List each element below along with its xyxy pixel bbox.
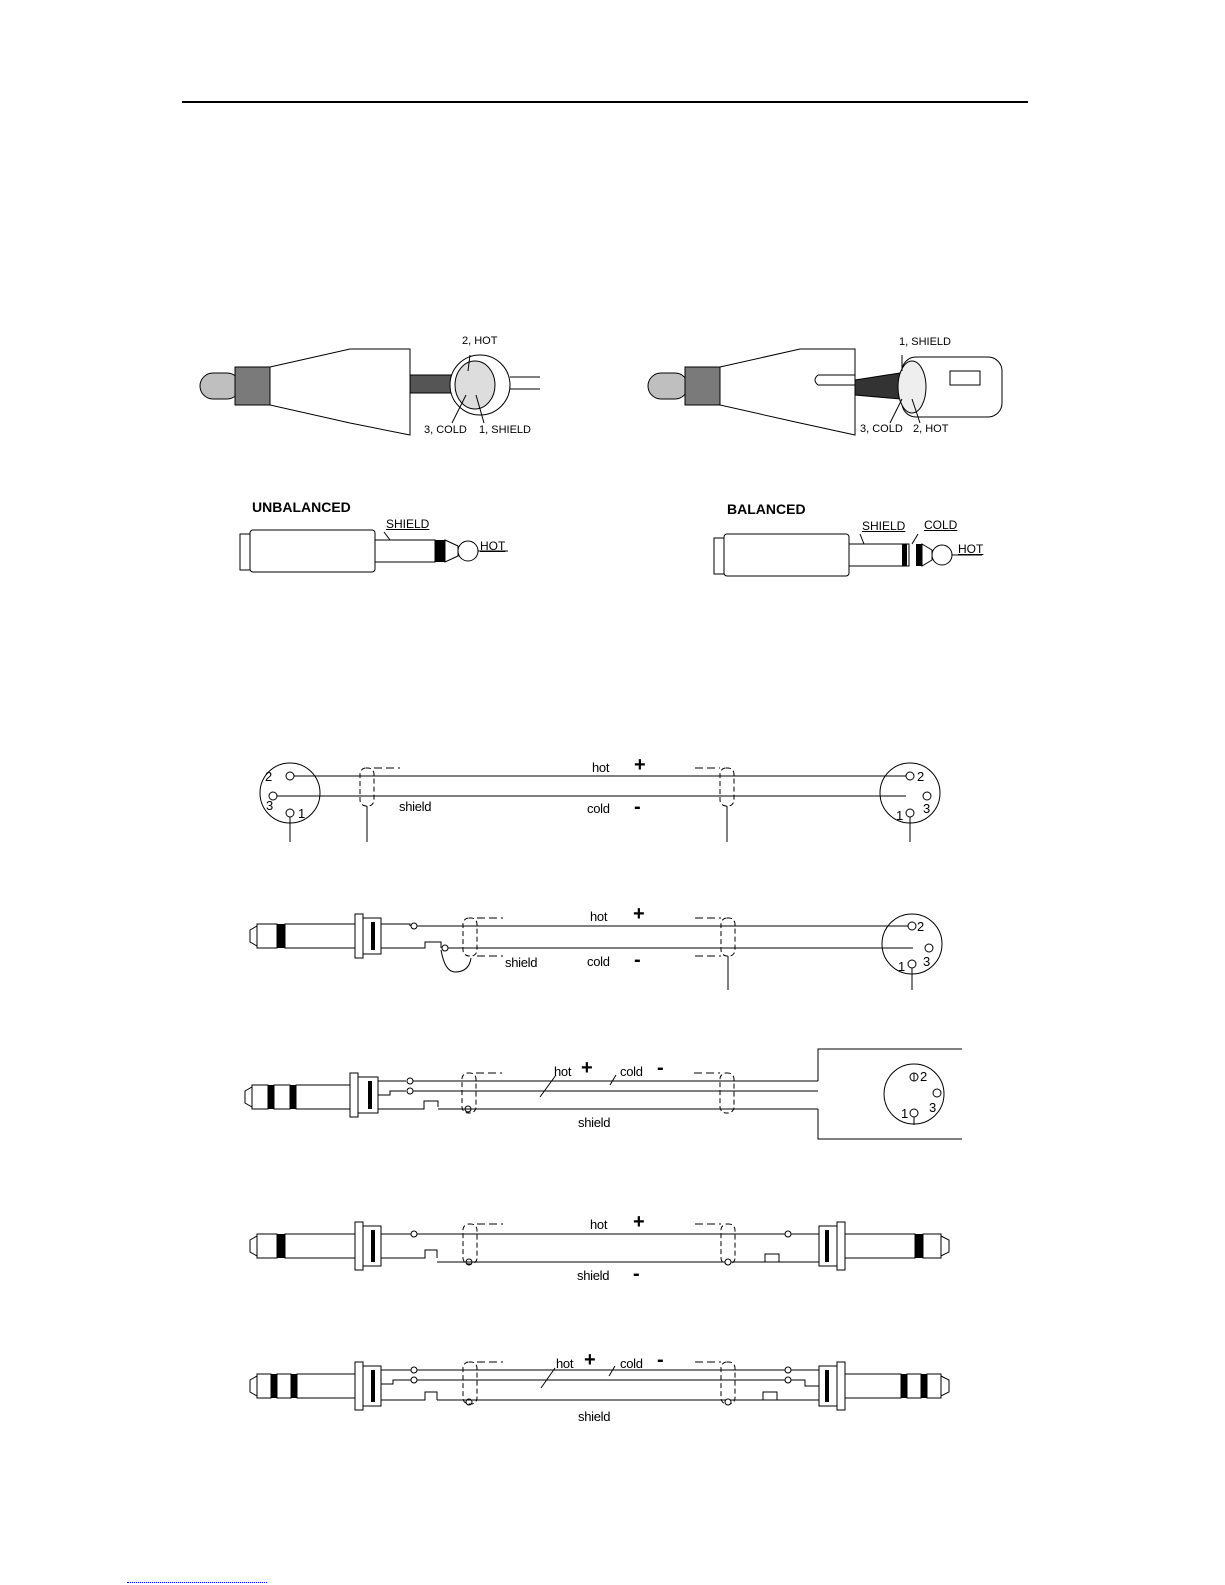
xlr-female-illustration [640, 335, 1040, 445]
w3-minus-sign: - [657, 1057, 664, 1079]
w5-minus-sign: - [657, 1349, 664, 1371]
unbalanced-heading: UNBALANCED [252, 499, 351, 515]
w1-shield-label: shield [399, 799, 432, 814]
w4-shield-label: shield [577, 1268, 610, 1283]
balanced-heading: BALANCED [727, 501, 806, 517]
footer-link-underline [127, 1582, 267, 1583]
xlr-female-pin3-label: 3, COLD [860, 423, 903, 435]
w3-pin1-right: 1 [901, 1106, 908, 1121]
w1-pin1-left: 1 [298, 806, 305, 821]
w1-pin2-right: 2 [917, 769, 924, 784]
w2-pin2-right: 2 [917, 919, 924, 934]
w3-hot-label: hot [554, 1064, 572, 1079]
w3-pin3-right: 3 [929, 1100, 936, 1115]
w5-hot-label: hot [556, 1356, 574, 1371]
w2-pin1-right: 1 [898, 959, 905, 974]
w5-cold-label: cold [620, 1356, 643, 1371]
balanced-shield-label: SHIELD [862, 519, 906, 533]
w1-pin2-left: 2 [265, 769, 272, 784]
w4-minus-sign: - [633, 1263, 640, 1285]
w1-minus-sign: - [634, 796, 641, 818]
w1-plus-sign: + [634, 754, 646, 776]
w4-hot-label: hot [590, 1217, 608, 1232]
xlr-male-pin1-label: 1, SHIELD [479, 424, 531, 436]
w3-plus-sign: + [581, 1057, 593, 1079]
xlr-female-pin1-label: 1, SHIELD [899, 336, 951, 348]
w5-shield-label: shield [578, 1409, 611, 1424]
w2-hot-label: hot [590, 909, 608, 924]
wiring-xlr-xlr [250, 750, 970, 850]
w2-cold-label: cold [587, 954, 610, 969]
w2-shield-label: shield [505, 955, 538, 970]
w1-hot-label: hot [592, 760, 610, 775]
xlr-female-pin2-label: 2, HOT [913, 423, 949, 435]
w3-pin2-right: 2 [920, 1069, 927, 1084]
w3-shield-label: shield [578, 1115, 611, 1130]
w1-pin3-left: 3 [266, 798, 273, 813]
wiring-trs-xlr [240, 1045, 980, 1155]
w1-pin1-right: 1 [896, 808, 903, 823]
balanced-cold-label: COLD [924, 518, 958, 532]
unbalanced-shield-label: SHIELD [386, 517, 430, 531]
xlr-male-pin2-label: 2, HOT [462, 335, 498, 347]
w4-plus-sign: + [633, 1211, 645, 1233]
w1-pin3-right: 3 [923, 801, 930, 816]
unbalanced-hot-label: HOT [480, 539, 506, 553]
w2-minus-sign: - [634, 949, 641, 971]
header-rule [182, 101, 1028, 103]
w3-cold-label: cold [620, 1064, 643, 1079]
balanced-hot-label: HOT [958, 542, 984, 556]
w2-pin3-right: 3 [923, 954, 930, 969]
xlr-male-pin3-label: 3, COLD [424, 424, 467, 436]
w2-plus-sign: + [633, 903, 645, 925]
w5-plus-sign: + [584, 1349, 596, 1371]
w1-cold-label: cold [587, 801, 610, 816]
